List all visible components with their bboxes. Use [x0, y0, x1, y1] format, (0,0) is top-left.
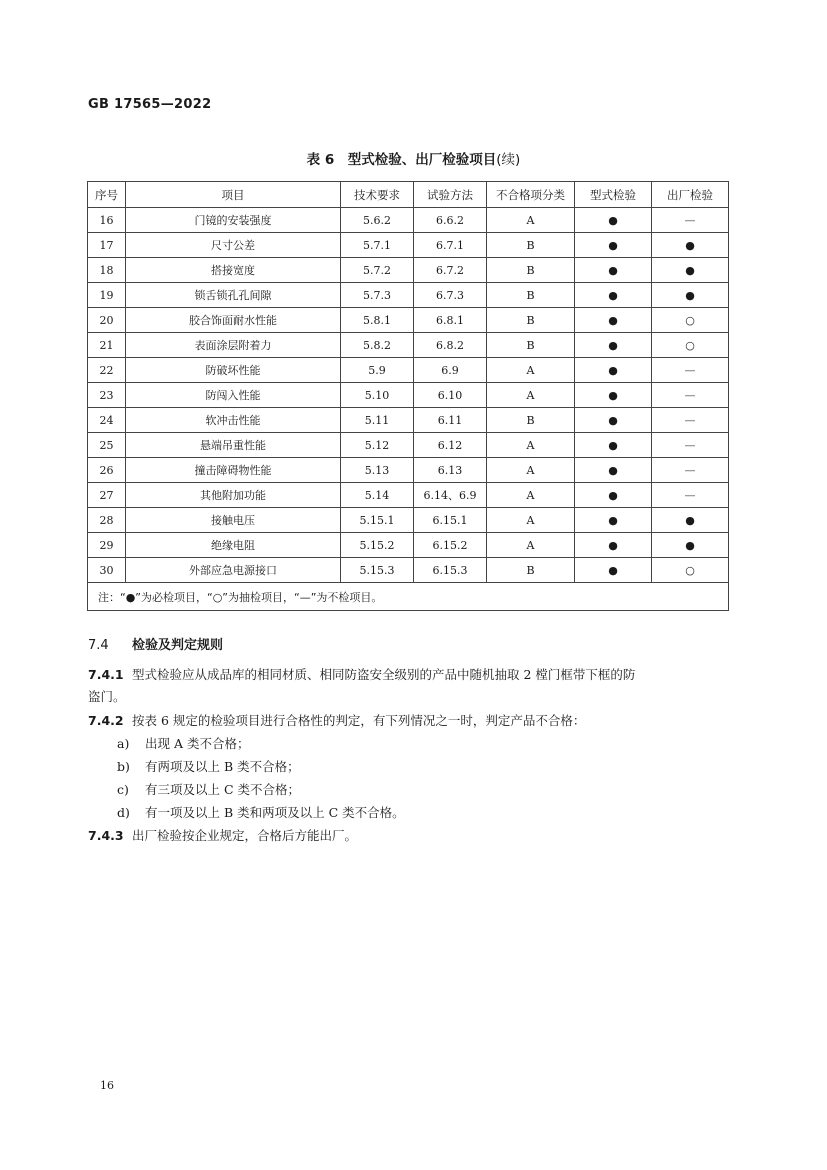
inspection-items-table [87, 181, 729, 611]
cell-type-inspection: ● [575, 358, 652, 383]
table-note-row [88, 583, 729, 611]
cell-test-method: 6.13 [414, 458, 487, 483]
cell-requirement: 5.7.1 [341, 233, 414, 258]
cell-factory-inspection: ○ [652, 333, 729, 358]
list-marker: a) [117, 736, 130, 751]
clause-text-line1: 型式检验应从成品库的相同材质、相同防盗安全级别的产品中随机抽取 2 樘门框带下框的防 [132, 667, 636, 682]
table-row [88, 408, 729, 433]
clause-7-4-3 [88, 825, 728, 847]
cell-class: B [487, 258, 575, 283]
cell-no: 21 [88, 333, 126, 358]
section-number: 7.4 [88, 638, 109, 653]
clause-text-line2: 盗门。 [88, 689, 126, 704]
cell-no: 20 [88, 308, 126, 333]
cell-no: 19 [88, 283, 126, 308]
cell-requirement: 5.12 [341, 433, 414, 458]
cell-item: 防破坏性能 [126, 358, 341, 383]
clause-number: 7.4.3 [88, 828, 124, 843]
cell-requirement: 5.15.3 [341, 558, 414, 583]
cell-type-inspection: ● [575, 383, 652, 408]
cell-no: 26 [88, 458, 126, 483]
col-header-factory-inspection: 出厂检验 [652, 182, 729, 208]
cell-class: A [487, 433, 575, 458]
cell-test-method: 6.7.1 [414, 233, 487, 258]
cell-no: 24 [88, 408, 126, 433]
cell-class: B [487, 308, 575, 333]
cell-factory-inspection: — [652, 483, 729, 508]
cell-requirement: 5.15.1 [341, 508, 414, 533]
cell-type-inspection: ● [575, 283, 652, 308]
cell-no: 23 [88, 383, 126, 408]
list-item [117, 756, 300, 778]
list-marker: c) [117, 782, 129, 797]
cell-type-inspection: ● [575, 333, 652, 358]
cell-item: 外部应急电源接口 [126, 558, 341, 583]
cell-test-method: 6.7.3 [414, 283, 487, 308]
cell-test-method: 6.12 [414, 433, 487, 458]
cell-item: 表面涂层附着力 [126, 333, 341, 358]
cell-test-method: 6.15.3 [414, 558, 487, 583]
cell-item: 悬端吊重性能 [126, 433, 341, 458]
cell-item: 搭接宽度 [126, 258, 341, 283]
cell-factory-inspection: ○ [652, 558, 729, 583]
cell-item: 绝缘电阻 [126, 533, 341, 558]
cell-factory-inspection: — [652, 408, 729, 433]
cell-class: A [487, 508, 575, 533]
cell-item: 撞击障碍物性能 [126, 458, 341, 483]
list-text: 有三项及以上 C 类不合格； [145, 782, 301, 797]
cell-item: 软冲击性能 [126, 408, 341, 433]
list-marker: d) [117, 805, 130, 820]
col-header-no: 序号 [88, 182, 126, 208]
table-row [88, 558, 729, 583]
cell-type-inspection: ● [575, 208, 652, 233]
col-header-test-method: 试验方法 [414, 182, 487, 208]
cell-test-method: 6.15.2 [414, 533, 487, 558]
table-row [88, 258, 729, 283]
cell-no: 29 [88, 533, 126, 558]
list-item [117, 733, 249, 755]
cell-test-method: 6.11 [414, 408, 487, 433]
cell-requirement: 5.10 [341, 383, 414, 408]
cell-requirement: 5.6.2 [341, 208, 414, 233]
list-text: 出现 A 类不合格； [145, 736, 250, 751]
section-title: 检验及判定规则 [132, 638, 224, 653]
table-header-row [88, 182, 729, 208]
cell-factory-inspection: — [652, 383, 729, 408]
cell-test-method: 6.7.2 [414, 258, 487, 283]
cell-no: 17 [88, 233, 126, 258]
table-row [88, 483, 729, 508]
cell-type-inspection: ● [575, 533, 652, 558]
col-header-item: 项目 [126, 182, 341, 208]
table-row [88, 458, 729, 483]
clause-number: 7.4.2 [88, 713, 124, 728]
cell-test-method: 6.6.2 [414, 208, 487, 233]
table-row [88, 233, 729, 258]
table-row [88, 308, 729, 333]
cell-class: A [487, 533, 575, 558]
standard-code: GB 17565—2022 [88, 97, 212, 112]
cell-factory-inspection: ● [652, 258, 729, 283]
cell-class: B [487, 558, 575, 583]
list-item [117, 779, 300, 801]
cell-factory-inspection: — [652, 458, 729, 483]
cell-item: 胶合饰面耐水性能 [126, 308, 341, 333]
cell-test-method: 6.9 [414, 358, 487, 383]
clause-7-4-1-continued [88, 686, 728, 708]
table-row [88, 508, 729, 533]
cell-requirement: 5.7.3 [341, 283, 414, 308]
cell-requirement: 5.15.2 [341, 533, 414, 558]
cell-type-inspection: ● [575, 458, 652, 483]
cell-item: 接触电压 [126, 508, 341, 533]
cell-item: 防闯入性能 [126, 383, 341, 408]
table-row [88, 208, 729, 233]
cell-requirement: 5.11 [341, 408, 414, 433]
cell-class: B [487, 233, 575, 258]
cell-no: 28 [88, 508, 126, 533]
cell-test-method: 6.8.1 [414, 308, 487, 333]
cell-no: 30 [88, 558, 126, 583]
cell-type-inspection: ● [575, 483, 652, 508]
col-header-type-inspection: 型式检验 [575, 182, 652, 208]
clause-7-4-1 [88, 664, 728, 686]
cell-no: 18 [88, 258, 126, 283]
cell-factory-inspection: ● [652, 508, 729, 533]
table-caption-title: 表 6 型式检验、出厂检验项目 [306, 152, 497, 168]
cell-item: 锁舌锁孔孔间隙 [126, 283, 341, 308]
table-row [88, 533, 729, 558]
cell-factory-inspection: — [652, 208, 729, 233]
clause-text: 按表 6 规定的检验项目进行合格性的判定，有下列情况之一时，判定产品不合格： [132, 713, 586, 728]
cell-requirement: 5.8.1 [341, 308, 414, 333]
cell-no: 16 [88, 208, 126, 233]
section-heading [88, 634, 223, 653]
cell-class: B [487, 408, 575, 433]
cell-requirement: 5.9 [341, 358, 414, 383]
cell-class: A [487, 208, 575, 233]
cell-factory-inspection: — [652, 433, 729, 458]
cell-class: A [487, 458, 575, 483]
cell-test-method: 6.14、6.9 [414, 483, 487, 508]
cell-item: 尺寸公差 [126, 233, 341, 258]
cell-type-inspection: ● [575, 408, 652, 433]
cell-no: 22 [88, 358, 126, 383]
cell-requirement: 5.7.2 [341, 258, 414, 283]
cell-class: B [487, 283, 575, 308]
table-row [88, 358, 729, 383]
cell-requirement: 5.8.2 [341, 333, 414, 358]
cell-test-method: 6.10 [414, 383, 487, 408]
cell-factory-inspection: ● [652, 533, 729, 558]
cell-requirement: 5.14 [341, 483, 414, 508]
table-caption-suffix: (续) [496, 152, 521, 168]
table-note: 注：“●”为必检项目，“○”为抽检项目，“—”为不检项目。 [88, 583, 729, 611]
cell-type-inspection: ● [575, 433, 652, 458]
cell-no: 25 [88, 433, 126, 458]
col-header-requirement: 技术要求 [341, 182, 414, 208]
cell-factory-inspection: — [652, 358, 729, 383]
cell-class: A [487, 483, 575, 508]
cell-factory-inspection: ○ [652, 308, 729, 333]
cell-type-inspection: ● [575, 308, 652, 333]
cell-requirement: 5.13 [341, 458, 414, 483]
col-header-nonconformity-class: 不合格项分类 [487, 182, 575, 208]
cell-class: B [487, 333, 575, 358]
table-row [88, 333, 729, 358]
cell-type-inspection: ● [575, 258, 652, 283]
cell-item: 其他附加功能 [126, 483, 341, 508]
cell-factory-inspection: ● [652, 283, 729, 308]
cell-no: 27 [88, 483, 126, 508]
clause-7-4-2 [88, 710, 728, 732]
cell-factory-inspection: ● [652, 233, 729, 258]
list-text: 有一项及以上 B 类和两项及以上 C 类不合格。 [145, 805, 405, 820]
cell-item: 门镜的安装强度 [126, 208, 341, 233]
table-row [88, 383, 729, 408]
cell-test-method: 6.15.1 [414, 508, 487, 533]
list-marker: b) [117, 759, 130, 774]
cell-type-inspection: ● [575, 558, 652, 583]
cell-type-inspection: ● [575, 508, 652, 533]
table-row [88, 283, 729, 308]
list-text: 有两项及以上 B 类不合格； [145, 759, 300, 774]
table-caption [0, 148, 827, 168]
table-row [88, 433, 729, 458]
cell-type-inspection: ● [575, 233, 652, 258]
list-item [117, 802, 405, 824]
cell-test-method: 6.8.2 [414, 333, 487, 358]
cell-class: A [487, 358, 575, 383]
page-number: 16 [100, 1079, 114, 1092]
clause-text: 出厂检验按企业规定，合格后方能出厂。 [132, 828, 358, 843]
cell-class: A [487, 383, 575, 408]
clause-number: 7.4.1 [88, 667, 124, 682]
